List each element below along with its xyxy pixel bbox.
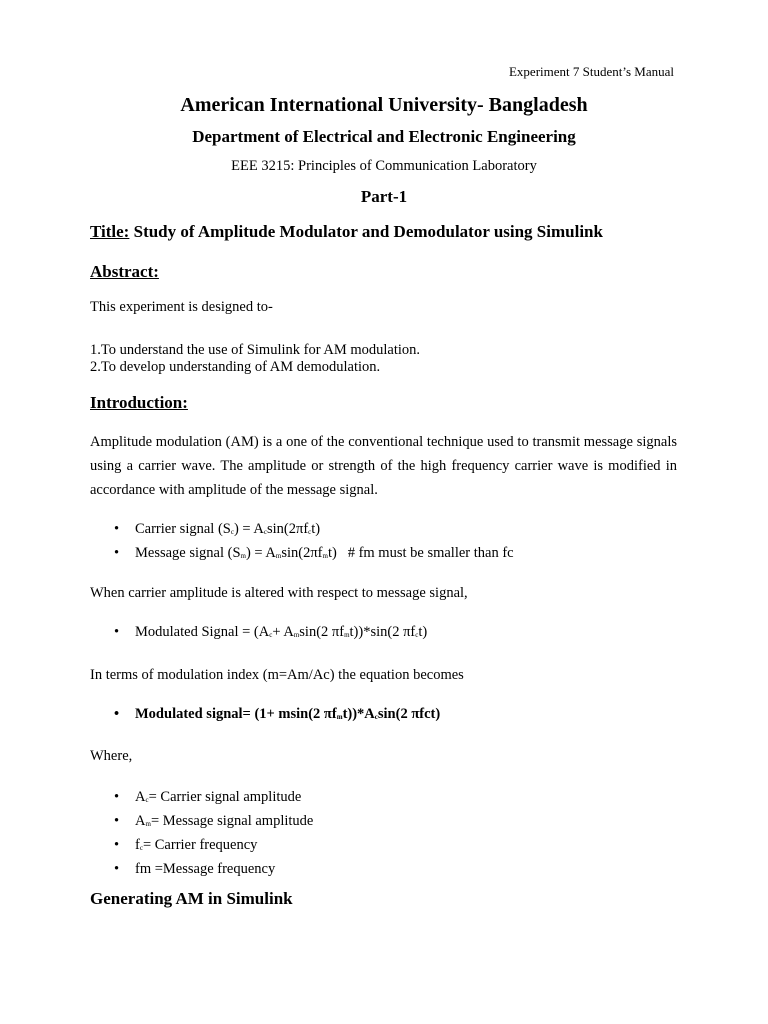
bullet-icon: • <box>114 545 120 561</box>
bullet-icon: • <box>114 837 120 853</box>
list-item: • Modulated Signal = ($A_c+ A_m\sin(2$ $\pi f_mt))*\sin(2$ $\pi f_ct$) <box>90 622 677 646</box>
experiment-title <box>90 222 677 242</box>
list-item: • Carrier signal $(S_c) = A_c\sin(2\pi f_ct)$ <box>90 519 677 543</box>
modulated-list <box>90 622 677 646</box>
modulated-index-list <box>90 704 677 728</box>
part-label: Part-1 <box>360 187 408 206</box>
university-name: American International University- Bangladesh <box>180 94 588 116</box>
list-item: • $f_c=$ Carrier frequency <box>90 835 677 859</box>
bullet-icon: • <box>114 624 120 640</box>
introduction-paragraph: Amplitude modulation (AM) is a one of the conventional technique used to transmit message signals using a carrier wave. The amplitude or strength of the high frequency carrier wave is modified in accordance with amplitude of the message signal. <box>90 434 677 498</box>
modulation-index-text: In terms of modulation index (m=Am/Ac) the equation becomes <box>90 667 464 683</box>
header-note: Experiment 7 Student’s Manual <box>508 64 674 79</box>
where-label: Where, <box>90 748 133 764</box>
abstract-item-1: 1.To understand the use of Simulink for AM modulation. <box>90 342 421 358</box>
bullet-icon: • <box>114 706 120 722</box>
list-item: • Modulated signal= (1+ msin(2 $\pi f_mt))*A_c\sin(2$ πfct) <box>90 704 677 728</box>
altered-text: When carrier amplitude is altered with respect to message signal, <box>90 585 468 601</box>
definitions-list <box>90 787 677 880</box>
list-item: • $A_c=$ Carrier signal amplitude <box>90 787 677 811</box>
introduction-heading: Introduction: <box>90 393 188 412</box>
bullet-icon: • <box>114 789 120 805</box>
abstract-intro: This experiment is designed to- <box>90 299 273 315</box>
list-item: • fm =Message frequency <box>90 859 677 880</box>
department-name: Department of Electrical and Electronic Engineering <box>192 127 576 146</box>
bullet-icon: • <box>114 861 120 877</box>
title-label: Title: <box>90 222 130 241</box>
title-text: Study of Amplitude Modulator and Demodulator using Simulink <box>129 222 603 241</box>
abstract-item-2: 2.To develop understanding of AM demodulation. <box>90 359 381 375</box>
bullet-icon: • <box>114 521 120 537</box>
generating-am-heading: Generating AM in Simulink <box>90 889 293 908</box>
list-item: • Message signal $(S_m) = A_m\sin(2\pi f_mt)$ # fm must be smaller than fc <box>90 543 677 567</box>
abstract-heading: Abstract: <box>90 262 159 281</box>
signal-list <box>90 519 677 567</box>
course-name: EEE 3215: Principles of Communication Laboratory <box>231 158 537 174</box>
list-item: • $A_m=$ Message signal amplitude <box>90 811 677 835</box>
bullet-icon: • <box>114 813 120 829</box>
